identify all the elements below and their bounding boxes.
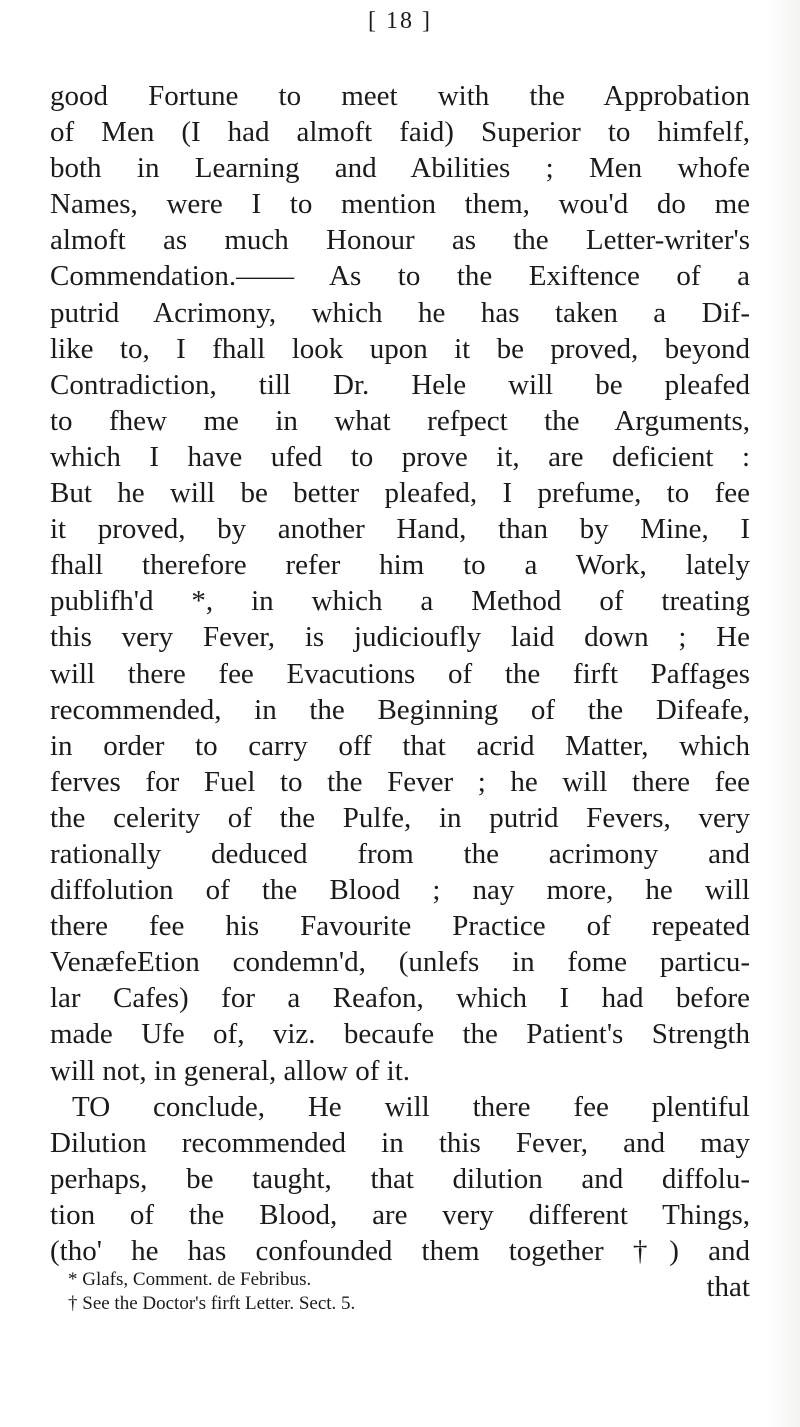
text-line: almoft as much Honour as the Letter-writer's xyxy=(50,224,750,257)
text-line: Contradiction, till Dr. Hele will be pleafed xyxy=(50,368,750,401)
text-line: good Fortune to meet with the Approbation xyxy=(50,80,750,112)
text-line: will there fee Evacutions of the firft Paffages xyxy=(50,657,750,690)
footnotes xyxy=(68,1268,668,1316)
text-line: recommended, in the Beginning of the Difeafe, xyxy=(50,693,750,726)
text-line: perhaps, be taught, that dilution and diffolu- xyxy=(50,1162,750,1195)
page-number: [ 18 ] xyxy=(368,8,432,34)
text-line: diffolution of the Blood ; nay more, he will xyxy=(50,874,750,907)
text-line: (tho' he has confounded them together †) and xyxy=(50,1235,750,1267)
text-line: tion of the Blood, are very different Things, xyxy=(50,1198,750,1231)
text-line: of Men (I had almoft faid) Superior to himfelf, xyxy=(50,116,750,149)
text-line: TO conclude, He will there fee plentiful xyxy=(72,1090,750,1123)
text-line: Commendation.—— As to the Exiftence of a xyxy=(50,260,750,293)
text-line: it proved, by another Hand, than by Mine, I xyxy=(50,513,750,546)
text-line: lar Cafes) for a Reafon, which I had before xyxy=(50,982,750,1015)
text-line: there fee his Favourite Practice of repeated xyxy=(50,910,750,943)
text-line: Dilution recommended in this Fever, and may xyxy=(50,1126,750,1159)
text-line: to fhew me in what refpect the Arguments, xyxy=(50,404,750,437)
footnote: * Glafs, Comment. de Febribus. xyxy=(68,1269,312,1290)
text-line: this very Fever, is judicioufly laid down ; He xyxy=(50,621,750,654)
text-line: like to, I fhall look upon it be proved, beyond xyxy=(50,332,750,365)
body-text xyxy=(50,78,750,1305)
text-line: ferves for Fuel to the Fever ; he will there fee xyxy=(50,765,750,798)
text-line: which I have ufed to prove it, are deficient : xyxy=(50,440,750,473)
text-line: putrid Acrimony, which he has taken a Dif- xyxy=(50,296,750,329)
text-line: VenæfeЕtion condemn'd, (unlefs in fome particu- xyxy=(50,946,750,979)
text-line: will not, in general, allow of it. xyxy=(50,1054,411,1087)
text-line: rationally deduced from the acrimony and xyxy=(50,837,750,870)
text-line: the celerity of the Pulfe, in putrid Fevers, very xyxy=(50,801,750,834)
catchword: that xyxy=(706,1271,750,1304)
footnote: † See the Doctor's firft Letter. Sect. 5. xyxy=(68,1293,356,1314)
text-line: in order to carry off that acrid Matter, which xyxy=(50,729,750,762)
text-line: made Ufe of, viz. becaufe the Patient's Strength xyxy=(50,1018,750,1051)
text-line: But he will be better pleafed, I prefume, to fee xyxy=(50,477,750,510)
text-line: fhall therefore refer him to a Work, lately xyxy=(50,549,750,582)
text-line: Names, were I to mention them, wou'd do me xyxy=(50,188,750,221)
text-line: publifh'd *, in which a Method of treating xyxy=(50,585,750,618)
text-line: both in Learning and Abilities ; Men whofe xyxy=(50,152,750,185)
